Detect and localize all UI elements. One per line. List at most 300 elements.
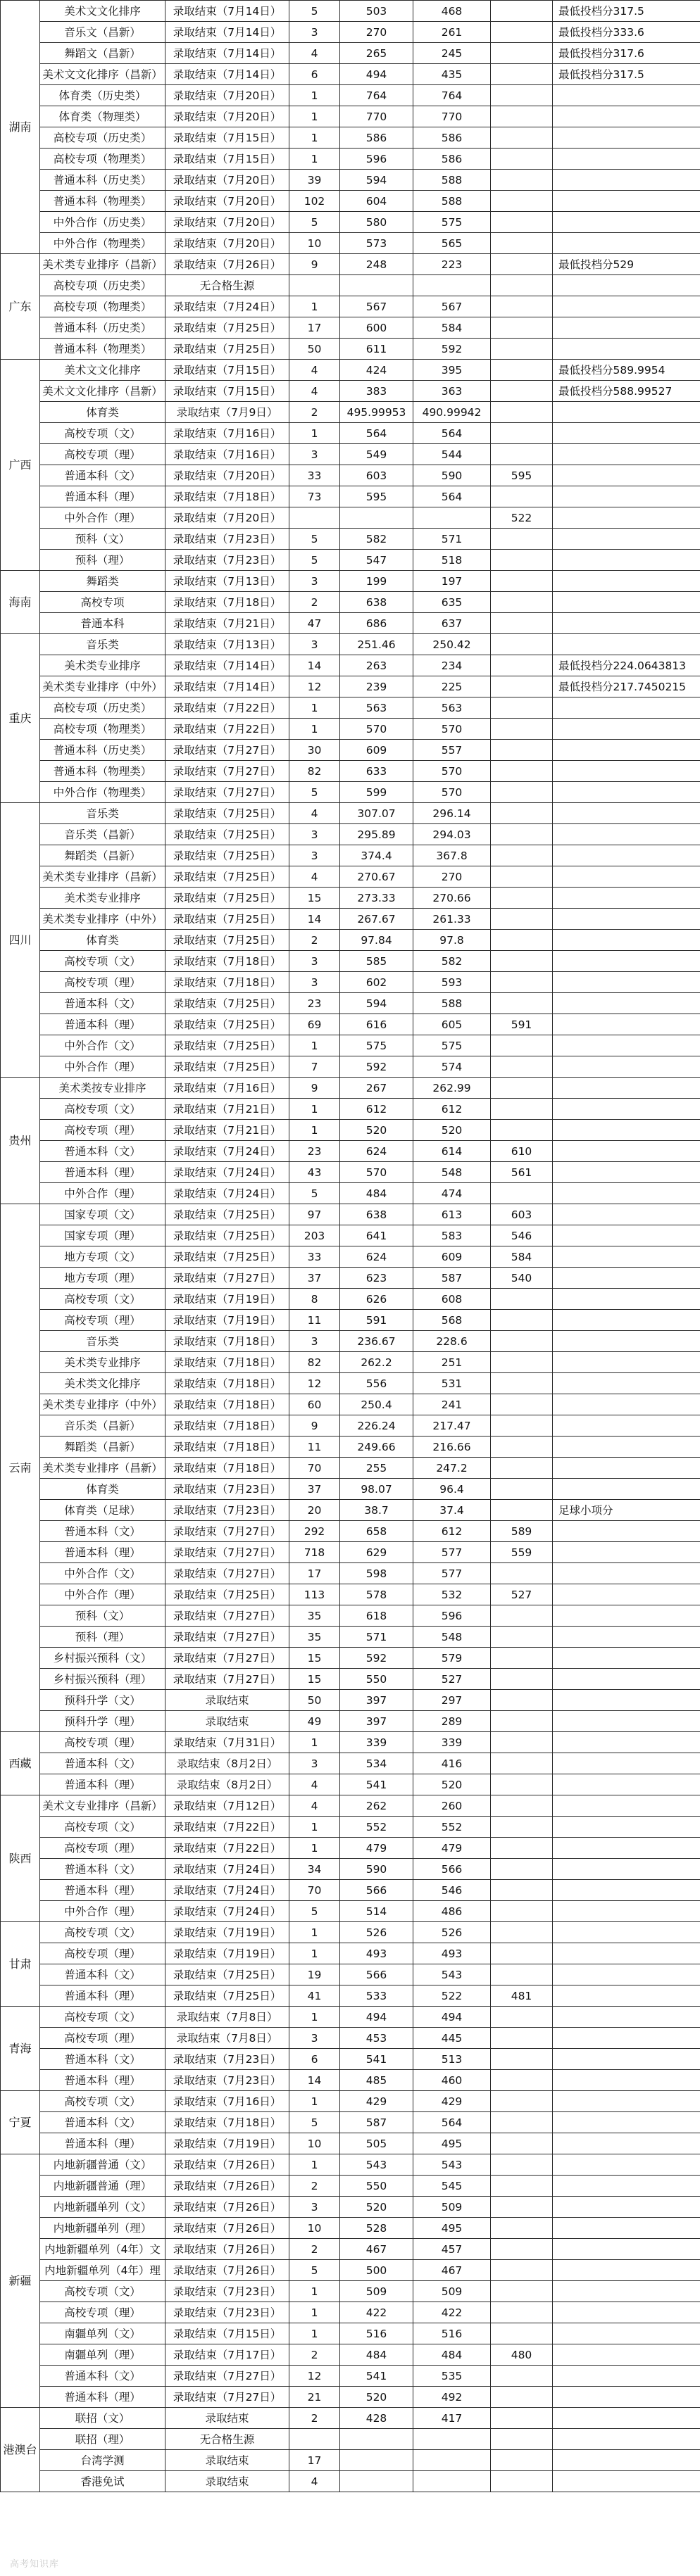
extra-score-cell	[491, 2260, 553, 2281]
min-score-cell: 548	[413, 1162, 491, 1183]
category-cell: 普通本科（历史类）	[40, 740, 165, 761]
table-row	[1, 1373, 700, 1394]
extra-score-cell: 540	[491, 1268, 553, 1289]
min-score-cell: 552	[413, 1817, 491, 1838]
category-cell: 预科（理）	[40, 1627, 165, 1648]
status-cell: 录取结束（7月25日）	[165, 930, 289, 951]
max-score-cell: 97.84	[340, 930, 413, 951]
status-cell: 录取结束（7月20日）	[165, 170, 289, 191]
status-cell: 录取结束（7月20日）	[165, 106, 289, 127]
category-cell: 高校专项（文）	[40, 2281, 165, 2302]
status-cell: 录取结束（7月23日）	[165, 2070, 289, 2091]
extra-score-cell: 480	[491, 2344, 553, 2366]
min-score-cell: 563	[413, 697, 491, 719]
max-score-cell: 624	[340, 1246, 413, 1268]
extra-score-cell	[491, 1732, 553, 1753]
count-cell: 1	[289, 1120, 340, 1141]
status-cell: 录取结束（7月27日）	[165, 2366, 289, 2387]
note-cell	[553, 2450, 700, 2471]
status-cell: 录取结束（7月23日）	[165, 2302, 289, 2323]
min-score-cell: 223	[413, 254, 491, 275]
category-cell: 预科（文）	[40, 1605, 165, 1627]
extra-score-cell	[491, 339, 553, 360]
max-score-cell: 594	[340, 993, 413, 1014]
min-score-cell: 577	[413, 1542, 491, 1563]
status-cell: 录取结束（7月25日）	[165, 824, 289, 845]
extra-score-cell	[491, 719, 553, 740]
extra-score-cell	[491, 1753, 553, 1774]
note-cell	[553, 550, 700, 571]
table-row	[1, 1437, 700, 1458]
min-score-cell: 270	[413, 866, 491, 888]
table-row	[1, 444, 700, 465]
status-cell: 录取结束（7月21日）	[165, 1099, 289, 1120]
table-row	[1, 1120, 700, 1141]
status-cell: 无合格生源	[165, 2429, 289, 2450]
count-cell: 97	[289, 1204, 340, 1225]
extra-score-cell	[491, 866, 553, 888]
count-cell: 3	[289, 1331, 340, 1352]
category-cell: 中外合作（理）	[40, 1183, 165, 1204]
min-score-cell: 583	[413, 1225, 491, 1246]
min-score-cell: 445	[413, 2028, 491, 2049]
status-cell: 录取结束（7月26日）	[165, 2176, 289, 2197]
note-cell	[553, 888, 700, 909]
status-cell: 录取结束（7月16日）	[165, 1078, 289, 1099]
status-cell: 录取结束（7月27日）	[165, 1268, 289, 1289]
note-cell	[553, 1964, 700, 1985]
note-cell	[553, 782, 700, 803]
count-cell: 8	[289, 1289, 340, 1310]
note-cell	[553, 275, 700, 296]
status-cell: 录取结束（7月17日）	[165, 2344, 289, 2366]
min-score-cell: 584	[413, 317, 491, 339]
max-score-cell: 429	[340, 2091, 413, 2112]
min-score-cell: 367.8	[413, 845, 491, 866]
category-cell: 普通本科（文）	[40, 2112, 165, 2133]
max-score-cell: 267.67	[340, 909, 413, 930]
count-cell: 1	[289, 85, 340, 106]
min-score-cell: 417	[413, 2408, 491, 2429]
count-cell: 2	[289, 402, 340, 423]
note-cell	[553, 571, 700, 592]
category-cell: 中外合作（物理类）	[40, 782, 165, 803]
category-cell: 内地新疆单列（4年）理	[40, 2260, 165, 2281]
count-cell: 102	[289, 191, 340, 212]
note-cell	[553, 1014, 700, 1035]
max-score-cell: 250.4	[340, 1394, 413, 1415]
extra-score-cell	[491, 1774, 553, 1795]
min-score-cell: 460	[413, 2070, 491, 2091]
extra-score-cell	[491, 1035, 553, 1056]
category-cell: 普通本科（理）	[40, 1880, 165, 1901]
max-score-cell: 602	[340, 972, 413, 993]
min-score-cell: 571	[413, 529, 491, 550]
category-cell: 美术文文化排序	[40, 1, 165, 22]
note-cell	[553, 339, 700, 360]
table-row	[1, 1458, 700, 1479]
count-cell: 82	[289, 1352, 340, 1373]
note-cell	[553, 1584, 700, 1605]
extra-score-cell	[491, 571, 553, 592]
min-score-cell: 575	[413, 1035, 491, 1056]
extra-score-cell	[491, 1289, 553, 1310]
extra-score-cell: 603	[491, 1204, 553, 1225]
count-cell: 1	[289, 719, 340, 740]
category-cell: 美术类文化排序	[40, 1373, 165, 1394]
min-score-cell: 526	[413, 1922, 491, 1943]
note-cell	[553, 1162, 700, 1183]
max-score-cell: 609	[340, 740, 413, 761]
category-cell: 高校专项（理）	[40, 1732, 165, 1753]
max-score-cell: 484	[340, 1183, 413, 1204]
max-score-cell: 422	[340, 2302, 413, 2323]
table-row	[1, 1774, 700, 1795]
count-cell: 37	[289, 1268, 340, 1289]
max-score-cell: 591	[340, 1310, 413, 1331]
extra-score-cell	[491, 360, 553, 381]
count-cell: 5	[289, 529, 340, 550]
note-cell	[553, 719, 700, 740]
min-score-cell: 564	[413, 2112, 491, 2133]
status-cell: 录取结束（7月25日）	[165, 803, 289, 824]
max-score-cell: 520	[340, 2387, 413, 2408]
min-score-cell: 527	[413, 1669, 491, 1690]
category-cell: 预科（文）	[40, 529, 165, 550]
extra-score-cell: 527	[491, 1584, 553, 1605]
category-cell: 普通本科（物理类）	[40, 191, 165, 212]
category-cell: 体育类	[40, 402, 165, 423]
min-score-cell: 474	[413, 1183, 491, 1204]
min-score-cell: 37.4	[413, 1500, 491, 1521]
count-cell: 2	[289, 592, 340, 613]
max-score-cell: 226.24	[340, 1415, 413, 1437]
min-score-cell: 565	[413, 233, 491, 254]
count-cell: 1	[289, 2091, 340, 2112]
extra-score-cell	[491, 2070, 553, 2091]
category-cell: 乡村振兴预科（文）	[40, 1648, 165, 1669]
max-score-cell: 592	[340, 1056, 413, 1078]
max-score-cell: 567	[340, 296, 413, 317]
max-score-cell: 484	[340, 2344, 413, 2366]
extra-score-cell	[491, 1120, 553, 1141]
count-cell: 1	[289, 2302, 340, 2323]
category-cell: 预科升学（理）	[40, 1711, 165, 1732]
category-cell: 高校专项（历史类）	[40, 697, 165, 719]
status-cell: 录取结束（7月27日）	[165, 740, 289, 761]
count-cell: 70	[289, 1880, 340, 1901]
min-score-cell: 479	[413, 1838, 491, 1859]
category-cell: 中外合作（历史类）	[40, 212, 165, 233]
category-cell: 高校专项（理）	[40, 1120, 165, 1141]
note-cell	[553, 2323, 700, 2344]
table-row	[1, 2323, 700, 2344]
status-cell: 录取结束（7月22日）	[165, 719, 289, 740]
extra-score-cell	[491, 909, 553, 930]
count-cell: 35	[289, 1605, 340, 1627]
table-row	[1, 1415, 700, 1437]
min-score-cell: 588	[413, 170, 491, 191]
count-cell: 4	[289, 43, 340, 64]
count-cell: 37	[289, 1479, 340, 1500]
table-row	[1, 550, 700, 571]
table-row	[1, 1542, 700, 1563]
note-cell	[553, 972, 700, 993]
note-cell	[553, 529, 700, 550]
max-score-cell: 495.99953	[340, 402, 413, 423]
note-cell	[553, 1056, 700, 1078]
max-score-cell: 587	[340, 2112, 413, 2133]
min-score-cell: 297	[413, 1690, 491, 1711]
max-score-cell: 467	[340, 2239, 413, 2260]
table-row	[1, 845, 700, 866]
status-cell: 录取结束（7月20日）	[165, 465, 289, 486]
province-cell: 云南	[1, 1204, 40, 1732]
category-cell: 美术类专业排序（昌新）	[40, 254, 165, 275]
extra-score-cell	[491, 2387, 553, 2408]
min-score-cell: 490.99942	[413, 402, 491, 423]
status-cell: 录取结束（7月15日）	[165, 149, 289, 170]
table-row	[1, 2302, 700, 2323]
status-cell: 录取结束（7月19日）	[165, 1289, 289, 1310]
extra-score-cell	[491, 1479, 553, 1500]
category-cell: 高校专项（历史类）	[40, 127, 165, 149]
category-cell: 内地新疆单列（理）	[40, 2218, 165, 2239]
max-score-cell: 633	[340, 761, 413, 782]
extra-score-cell	[491, 2176, 553, 2197]
max-score-cell: 255	[340, 1458, 413, 1479]
table-row	[1, 655, 700, 676]
status-cell: 录取结束（7月18日）	[165, 951, 289, 972]
max-score-cell: 520	[340, 1120, 413, 1141]
min-score-cell: 605	[413, 1014, 491, 1035]
max-score-cell: 485	[340, 2070, 413, 2091]
count-cell: 3	[289, 951, 340, 972]
table-row	[1, 1, 700, 22]
max-score-cell: 263	[340, 655, 413, 676]
extra-score-cell	[491, 740, 553, 761]
extra-score-cell	[491, 254, 553, 275]
count-cell: 1	[289, 2323, 340, 2344]
min-score-cell: 260	[413, 1795, 491, 1817]
min-score-cell: 484	[413, 2344, 491, 2366]
extra-score-cell	[491, 2091, 553, 2112]
count-cell: 5	[289, 1901, 340, 1922]
count-cell: 19	[289, 1964, 340, 1985]
max-score-cell: 38.7	[340, 1500, 413, 1521]
extra-score-cell	[491, 1901, 553, 1922]
category-cell: 普通本科（历史类）	[40, 317, 165, 339]
count-cell: 1	[289, 2281, 340, 2302]
extra-score-cell	[491, 803, 553, 824]
min-score-cell	[413, 507, 491, 529]
max-score-cell: 570	[340, 1162, 413, 1183]
count-cell: 1	[289, 149, 340, 170]
extra-score-cell	[491, 2028, 553, 2049]
extra-score-cell	[491, 317, 553, 339]
category-cell: 高校专项（物理类）	[40, 149, 165, 170]
status-cell: 录取结束（7月31日）	[165, 1732, 289, 1753]
category-cell: 体育类（足球）	[40, 1500, 165, 1521]
extra-score-cell	[491, 2049, 553, 2070]
extra-score-cell: 584	[491, 1246, 553, 1268]
status-cell: 录取结束（7月25日）	[165, 888, 289, 909]
max-score-cell: 374.4	[340, 845, 413, 866]
note-cell	[553, 951, 700, 972]
max-score-cell: 453	[340, 2028, 413, 2049]
category-cell: 乡村振兴预科（理）	[40, 1669, 165, 1690]
status-cell: 录取结束（7月14日）	[165, 676, 289, 697]
note-cell	[553, 1711, 700, 1732]
max-score-cell: 578	[340, 1584, 413, 1605]
province-cell: 广东	[1, 254, 40, 360]
note-cell	[553, 909, 700, 930]
extra-score-cell	[491, 1099, 553, 1120]
min-score-cell: 486	[413, 1901, 491, 1922]
max-score-cell: 528	[340, 2218, 413, 2239]
extra-score-cell	[491, 761, 553, 782]
max-score-cell: 582	[340, 529, 413, 550]
count-cell: 1	[289, 1035, 340, 1056]
province-cell: 宁夏	[1, 2091, 40, 2154]
status-cell: 录取结束（7月18日）	[165, 2112, 289, 2133]
extra-score-cell	[491, 191, 553, 212]
note-cell	[553, 2218, 700, 2239]
table-row	[1, 127, 700, 149]
note-cell	[553, 2239, 700, 2260]
count-cell: 33	[289, 465, 340, 486]
count-cell: 6	[289, 64, 340, 85]
table-row	[1, 1246, 700, 1268]
category-cell: 高校专项（文）	[40, 951, 165, 972]
category-cell: 中外合作（理）	[40, 1056, 165, 1078]
count-cell: 1	[289, 1817, 340, 1838]
status-cell: 录取结束（7月19日）	[165, 1310, 289, 1331]
table-row	[1, 486, 700, 507]
status-cell: 录取结束（7月20日）	[165, 191, 289, 212]
max-score-cell: 514	[340, 1901, 413, 1922]
extra-score-cell	[491, 1922, 553, 1943]
note-cell	[553, 233, 700, 254]
table-row	[1, 2133, 700, 2154]
table-row	[1, 1204, 700, 1225]
max-score-cell: 500	[340, 2260, 413, 2281]
status-cell: 录取结束（7月27日）	[165, 782, 289, 803]
min-score-cell: 468	[413, 1, 491, 22]
min-score-cell: 520	[413, 1774, 491, 1795]
table-row	[1, 2091, 700, 2112]
table-row	[1, 2429, 700, 2450]
note-cell: 最低投档分588.99527	[553, 381, 700, 402]
note-cell	[553, 1922, 700, 1943]
count-cell: 14	[289, 655, 340, 676]
count-cell: 14	[289, 2070, 340, 2091]
extra-score-cell	[491, 1078, 553, 1099]
status-cell: 录取结束（7月25日）	[165, 1035, 289, 1056]
extra-score-cell	[491, 1795, 553, 1817]
max-score-cell: 570	[340, 719, 413, 740]
category-cell: 普通本科（文）	[40, 2049, 165, 2070]
extra-score-cell	[491, 1669, 553, 1690]
note-cell	[553, 127, 700, 149]
status-cell: 录取结束（7月25日）	[165, 1985, 289, 2007]
count-cell: 17	[289, 1563, 340, 1584]
min-score-cell: 588	[413, 993, 491, 1014]
category-cell: 美术类专业排序	[40, 888, 165, 909]
max-score-cell: 600	[340, 317, 413, 339]
note-cell	[553, 444, 700, 465]
count-cell: 23	[289, 1141, 340, 1162]
status-cell: 录取结束（7月24日）	[165, 296, 289, 317]
extra-score-cell	[491, 1964, 553, 1985]
status-cell: 录取结束（7月20日）	[165, 85, 289, 106]
category-cell: 高校专项（理）	[40, 2028, 165, 2049]
max-score-cell: 249.66	[340, 1437, 413, 1458]
max-score-cell: 262.2	[340, 1352, 413, 1373]
extra-score-cell	[491, 1183, 553, 1204]
note-cell	[553, 1605, 700, 1627]
count-cell: 14	[289, 909, 340, 930]
province-cell: 西藏	[1, 1732, 40, 1795]
category-cell: 普通本科（文）	[40, 1859, 165, 1880]
table-row	[1, 1943, 700, 1964]
note-cell	[553, 1225, 700, 1246]
status-cell: 录取结束（7月23日）	[165, 1500, 289, 1521]
category-cell: 音乐文（昌新）	[40, 22, 165, 43]
min-score-cell: 216.66	[413, 1437, 491, 1458]
table-row	[1, 1225, 700, 1246]
count-cell	[289, 2429, 340, 2450]
max-score-cell: 623	[340, 1268, 413, 1289]
note-cell	[553, 1859, 700, 1880]
table-row	[1, 317, 700, 339]
status-cell: 录取结束（7月14日）	[165, 43, 289, 64]
category-cell: 普通本科（理）	[40, 1162, 165, 1183]
extra-score-cell	[491, 1437, 553, 1458]
category-cell: 音乐类	[40, 803, 165, 824]
table-row	[1, 43, 700, 64]
status-cell: 录取结束（7月18日）	[165, 1458, 289, 1479]
max-score-cell: 270.67	[340, 866, 413, 888]
extra-score-cell	[491, 1310, 553, 1331]
note-cell	[553, 191, 700, 212]
min-score-cell: 416	[413, 1753, 491, 1774]
province-cell: 湖南	[1, 1, 40, 254]
note-cell: 最低投档分317.5	[553, 1, 700, 22]
status-cell: 录取结束（7月23日）	[165, 1479, 289, 1500]
table-row	[1, 85, 700, 106]
min-score-cell: 270.66	[413, 888, 491, 909]
max-score-cell: 641	[340, 1225, 413, 1246]
category-cell: 预科（理）	[40, 550, 165, 571]
extra-score-cell	[491, 993, 553, 1014]
max-score-cell: 543	[340, 2154, 413, 2176]
count-cell: 4	[289, 360, 340, 381]
table-row	[1, 1268, 700, 1289]
extra-score-cell	[491, 1880, 553, 1901]
count-cell: 203	[289, 1225, 340, 1246]
table-row	[1, 613, 700, 634]
extra-score-cell	[491, 85, 553, 106]
min-score-cell: 262.99	[413, 1078, 491, 1099]
status-cell: 录取结束（7月23日）	[165, 2281, 289, 2302]
category-cell: 高校专项（文）	[40, 1099, 165, 1120]
category-cell: 中外合作（理）	[40, 507, 165, 529]
min-score-cell: 568	[413, 1310, 491, 1331]
max-score-cell: 265	[340, 43, 413, 64]
extra-score-cell	[491, 1352, 553, 1373]
table-row	[1, 634, 700, 655]
